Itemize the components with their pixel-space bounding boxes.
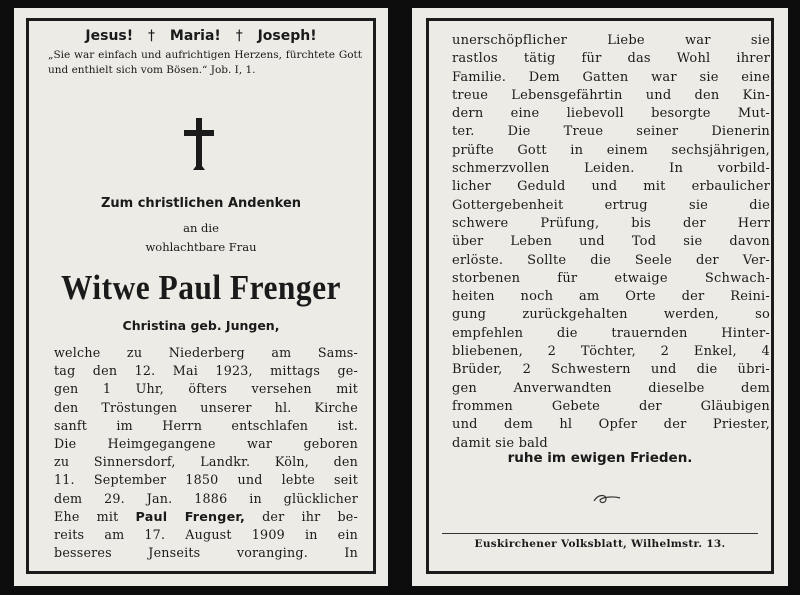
text-line: ter. Die Treue seiner Dienerin [452,124,770,140]
deceased-name: Witwe Paul Frenger [61,268,341,307]
text-line: schwere Prüfung, bis der Herr [452,215,770,231]
text-line: sanft im Herrn entschlafen ist. [54,417,358,433]
text-line: prüfte Gott in einem sechsjährigen, [452,142,770,158]
husband-name: Paul Frenger, [135,508,245,524]
text-line: tag den 12. Mai 1923, mittags ge- [54,363,358,379]
divider-line [442,533,758,534]
flourish-ornament-icon [592,492,622,506]
text-line: erlöste. Sollte die Seele der Ver- [452,252,770,268]
text-line: 11. September 1850 und lebte seit [54,472,358,488]
text-line: unerschöpflicher Liebe war sie [452,33,770,48]
invocation-jesus: Jesus! [85,28,134,44]
text-line: Brüder, 2 Schwestern und die übri- [452,362,770,378]
text-line: storbenen für etwaige Schwach- [452,270,770,286]
invocation-maria: Maria! [169,28,221,44]
text-line: reits am 17. August 1909 in ein [54,527,358,543]
text-line: licher Geduld und mit erbaulicher [452,179,770,195]
heading-wohlachtbare-frau: wohlachtbare Frau [145,240,257,254]
invocation-joseph: Joseph! [257,28,317,44]
text-line: gung zurückgehalten werden, so [452,307,770,323]
biography-text [54,344,358,562]
text-line: heiten noch am Orte der Reini- [452,289,770,305]
invocation-line [14,28,388,44]
text-fragment: Ehe mit [54,508,119,524]
latin-cross-icon [182,116,216,172]
text-line: dem 29. Jan. 1886 in glücklicher [54,490,358,506]
text-line: treue Lebensgefährtin und den Kin- [452,87,770,103]
text-line: Gottergebenheit ertrug sie die [452,197,770,213]
text-line: besseres Jenseits voranging. In [54,545,358,561]
text-line: über Leben und Tod sie davon [452,234,770,250]
text-line: welche zu Niederberg am Sams- [54,345,358,360]
memorial-card-front [14,8,388,586]
dagger-cross-glyph: † [235,28,243,44]
dagger-cross-glyph: † [148,28,156,44]
text-fragment: der ihr be- [262,508,359,524]
closing-phrase: ruhe im ewigen Frieden. [507,450,693,466]
memorial-heading: Zum christlichen Andenken [100,196,302,211]
text-line: damit sie bald [452,435,548,451]
printer-imprint: Euskirchener Volksblatt, Wilhelmstr. 13. [474,538,726,550]
text-line: und dem hl Opfer der Priester, [452,417,770,433]
text-line: bliebenen, 2 Töchter, 2 Enkel, 4 [452,344,770,360]
text-line: empfehlen die trauernden Hinter- [452,325,770,341]
bible-verse: „Sie war einfach und aufrichtigen Herzens, fürchtete Gott und enthielt sich vom Bösen.“ Job. I, 1. [48,49,362,76]
text-line: dern eine liebevoll besorgte Mut- [452,106,770,122]
maiden-name: Christina geb. Jungen, [122,318,280,333]
memorial-card-back [412,8,788,586]
text-line: Die Heimgegangene war geboren [54,436,358,452]
text-line: schmerzvollen Leiden. In vorbild- [452,161,770,177]
text-line: Familie. Dem Gatten war sie eine [452,69,770,85]
text-line: gen 1 Uhr, öfters versehen mit [54,381,358,397]
text-line: rastlos tätig für das Wohl ihrer [452,51,770,67]
text-line: frommen Gebete der Gläubigen [452,398,770,414]
continued-text [452,32,770,453]
heading-an-die: an die [183,221,219,235]
text-line: gen Anverwandten dieselbe dem [452,380,770,396]
text-line-husband [54,508,358,526]
text-line: zu Sinnersdorf, Landkr. Köln, den [54,454,358,470]
text-line: den Tröstungen unserer hl. Kirche [54,399,358,415]
